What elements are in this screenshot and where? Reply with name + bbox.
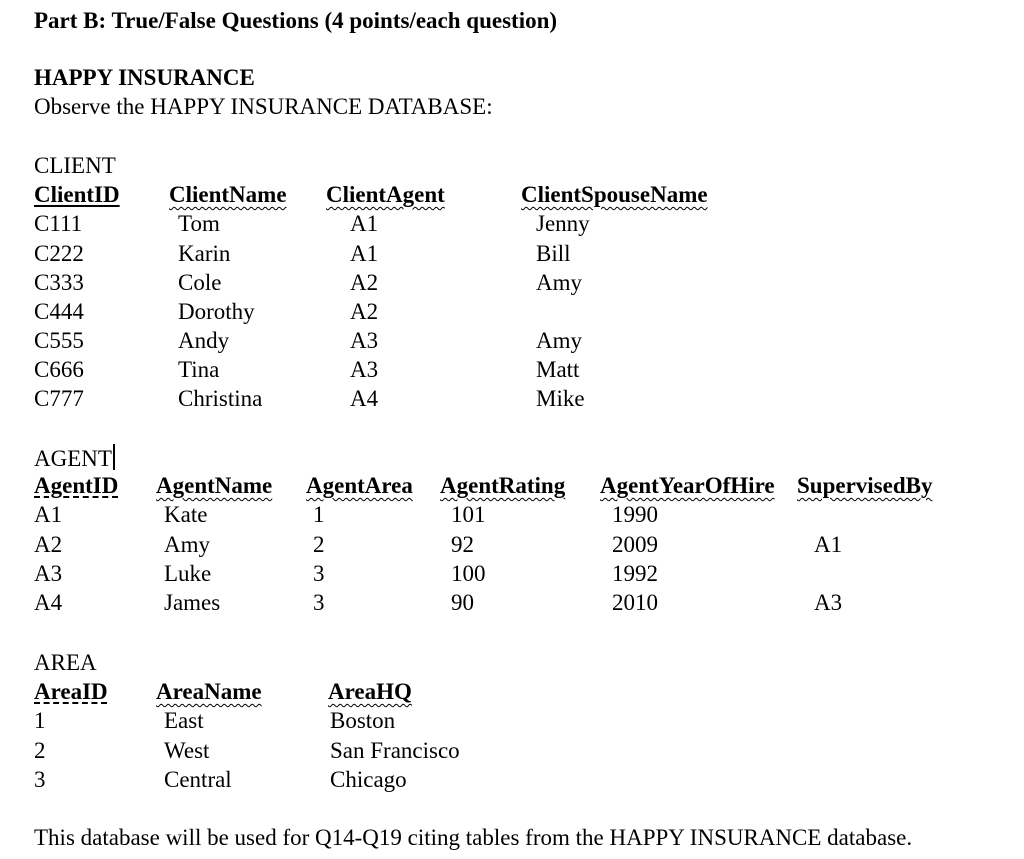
client-header-clientspousename: ClientSpouseName [521, 182, 708, 207]
agent-cell: 2010 [612, 590, 658, 615]
agent-cell: A4 [34, 590, 63, 615]
agent-cell: James [164, 590, 221, 615]
agent-cell: 101 [451, 502, 486, 527]
area-cell: Boston [330, 708, 396, 733]
client-cell: Dorothy [178, 299, 255, 324]
intro-text: Observe the HAPPY INSURANCE DATABASE: [34, 94, 493, 119]
agent-cell: A2 [34, 532, 63, 557]
client-cell: Cole [178, 270, 222, 295]
client-cell: Amy [536, 270, 582, 295]
client-cell: Tom [178, 211, 220, 236]
client-cell: Amy [536, 328, 582, 353]
section-title: HAPPY INSURANCE [34, 65, 255, 90]
client-cell: Christina [178, 386, 263, 411]
agent-cell: 100 [451, 561, 486, 586]
agent-header-agentyearofhire: AgentYearOfHire [600, 473, 775, 498]
client-cell: C555 [34, 328, 84, 353]
client-cell: Tina [178, 357, 220, 382]
client-cell: A2 [350, 270, 379, 295]
client-header-clientagent: ClientAgent [326, 182, 445, 207]
client-table-name: CLIENT [34, 153, 116, 178]
client-cell: C222 [34, 241, 84, 266]
agent-cell: Kate [164, 502, 208, 527]
agent-table-name-text: AGENT [34, 446, 112, 471]
area-cell: Chicago [330, 767, 407, 792]
client-cell: Matt [536, 357, 580, 382]
agent-cell: 3 [313, 590, 325, 615]
agent-cell: 2009 [612, 532, 658, 557]
area-header-areaid: AreaID [34, 679, 108, 704]
area-cell: 3 [34, 767, 46, 792]
client-cell: A3 [350, 328, 379, 353]
agent-cell: 1992 [612, 561, 658, 586]
client-cell: A3 [350, 357, 379, 382]
area-header-areahq: AreaHQ [328, 679, 412, 704]
agent-header-agentname: AgentName [156, 473, 273, 498]
agent-cell: A3 [34, 561, 63, 586]
agent-header-agentrating: AgentRating [440, 473, 566, 498]
agent-cell: 92 [451, 532, 474, 557]
part-title: Part B: True/False Questions (4 points/each question) [34, 8, 558, 33]
area-cell: 1 [34, 708, 46, 733]
client-cell: A1 [350, 211, 379, 236]
area-cell: San Francisco [330, 738, 460, 763]
agent-cell: 1990 [612, 502, 658, 527]
agent-table-name [34, 444, 115, 472]
agent-cell: 3 [313, 561, 325, 586]
client-cell: C111 [34, 211, 83, 236]
area-cell: Central [164, 767, 232, 792]
client-cell: Karin [178, 241, 231, 266]
client-cell: A2 [350, 299, 379, 324]
agent-cell: 2 [313, 532, 325, 557]
area-cell: 2 [34, 738, 46, 763]
client-header-clientid: ClientID [34, 182, 120, 207]
client-cell: Jenny [536, 211, 590, 236]
area-header-areaname: AreaName [156, 679, 262, 704]
agent-cell: 1 [313, 502, 325, 527]
client-cell: A1 [350, 241, 379, 266]
client-cell: Bill [536, 241, 571, 266]
text-cursor [113, 444, 115, 470]
agent-cell: Amy [164, 532, 210, 557]
agent-cell: A1 [34, 502, 63, 527]
area-cell: West [164, 738, 210, 763]
client-cell: C777 [34, 386, 84, 411]
agent-cell: A1 [814, 532, 843, 557]
client-cell: C666 [34, 357, 84, 382]
agent-cell: Luke [164, 561, 212, 586]
agent-header-agentid: AgentID [34, 473, 119, 498]
client-header-clientname: ClientName [169, 182, 287, 207]
area-cell: East [164, 708, 204, 733]
footer-note: This database will be used for Q14-Q19 citing tables from the HAPPY INSURANCE database. [34, 825, 913, 850]
client-cell: C333 [34, 270, 84, 295]
agent-header-supervisedby: SupervisedBy [797, 473, 933, 498]
area-table-name: AREA [34, 650, 97, 675]
client-cell: Mike [536, 386, 585, 411]
agent-cell: A3 [814, 590, 843, 615]
agent-cell: 90 [451, 590, 474, 615]
client-cell: A4 [350, 386, 379, 411]
client-cell: Andy [178, 328, 230, 353]
client-cell: C444 [34, 299, 84, 324]
agent-header-agentarea: AgentArea [306, 473, 413, 498]
